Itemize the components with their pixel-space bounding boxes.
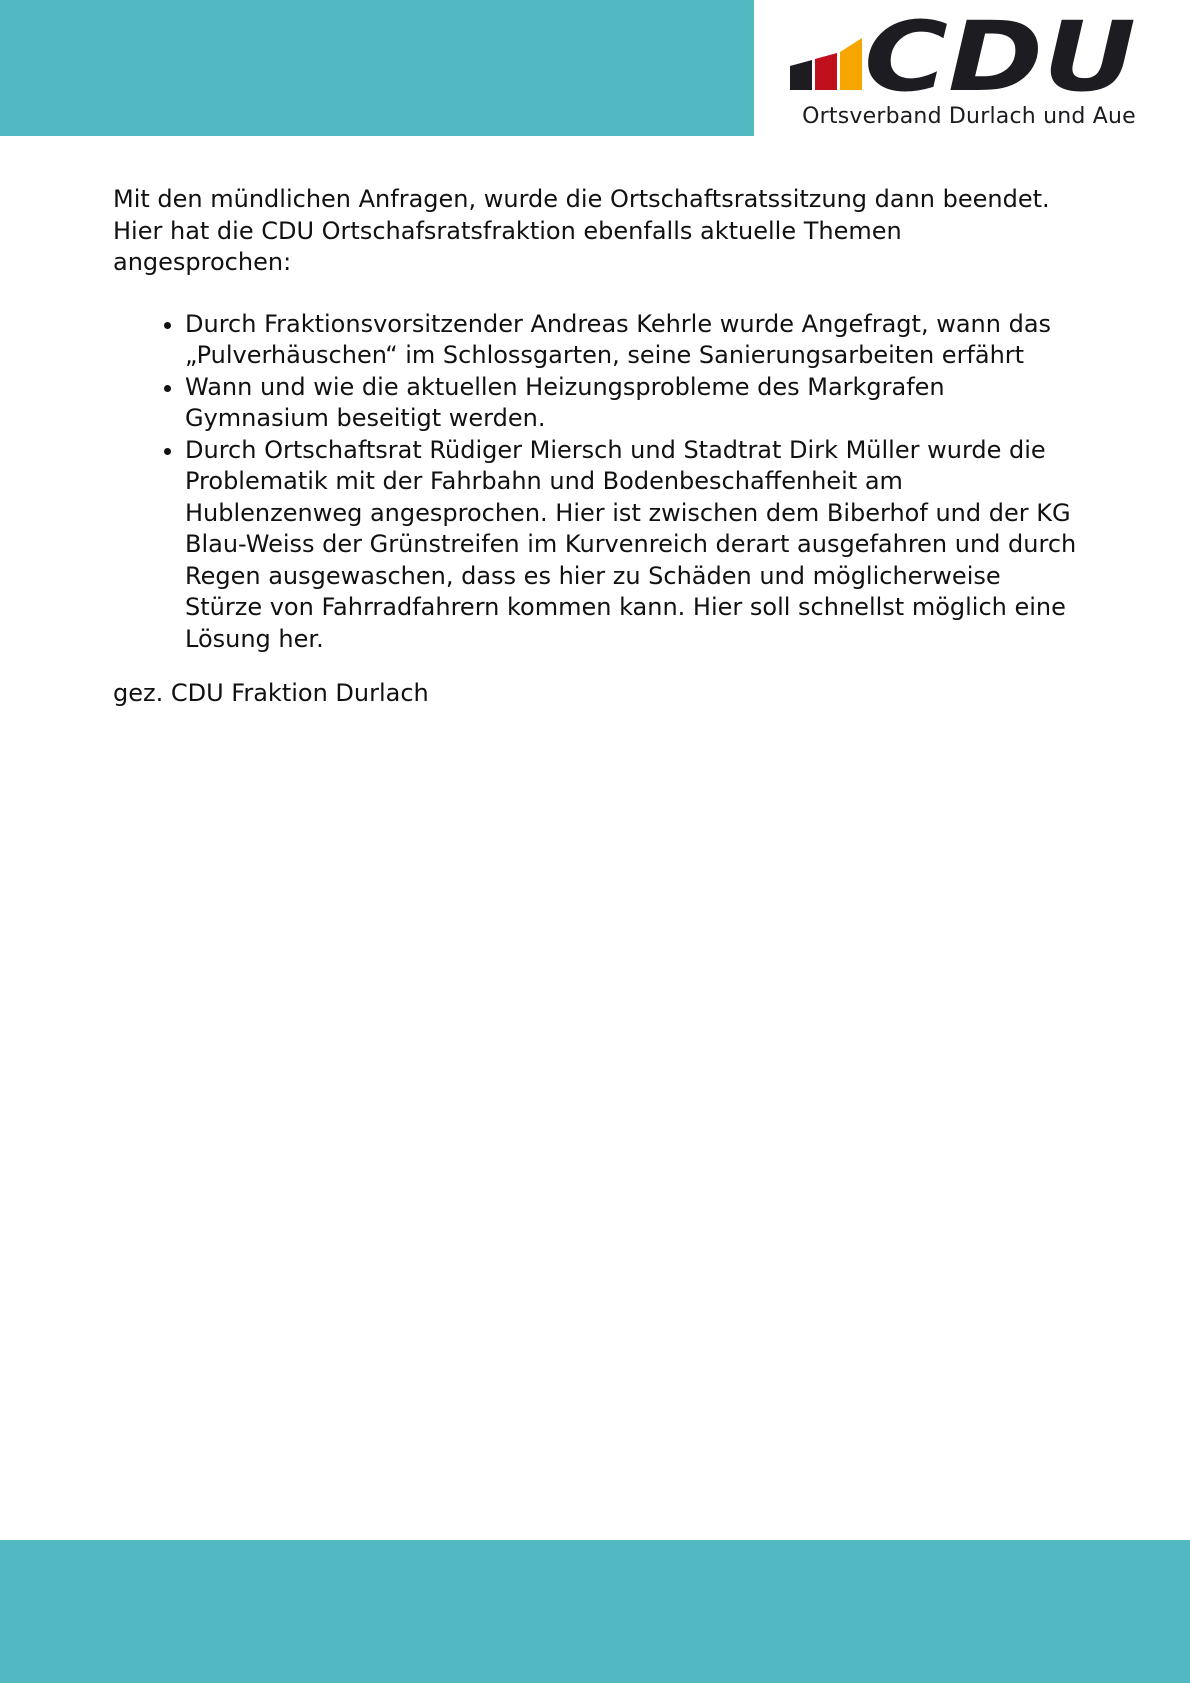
intro-paragraph: Mit den mündlichen Anfragen, wurde die Ortschaftsratssitzung dann beendet. Hier hat die CDU Ortschafsratsfraktion ebenfalls aktuelle Themen angesprochen: bbox=[113, 185, 1050, 276]
logo-bar-gold bbox=[840, 38, 862, 90]
cdu-logo bbox=[754, 0, 1190, 136]
topic-list bbox=[113, 309, 1081, 656]
logo-wordmark: CDU bbox=[864, 14, 1136, 94]
organization-subtitle: Ortsverband Durlach und Aue bbox=[802, 104, 1136, 129]
list-item: • Durch Ortschaftsrat Rüdiger Miersch und Stadtrat Dirk Müller wurde die Problematik mit der Fahrbahn und Bodenbeschaffenheit am Hublenzenweg angesprochen. Hier ist zwischen dem Biberhof und der KG Blau-Weiss der Grünstreifen im Kurvenreich derart ausgefahren und durch Regen ausgewaschen, dass es hier zu Schäden und möglicherweise Stürze von Fahrradfahrern kommen kann. Hier soll schnellst möglich eine Lösung her. bbox=[185, 435, 1081, 656]
logo-bar-red bbox=[815, 53, 837, 90]
document-body bbox=[113, 184, 1081, 710]
logo-bar-dark bbox=[790, 60, 812, 90]
cdu-logo-graphic bbox=[790, 14, 1136, 94]
header-color-band bbox=[0, 0, 754, 136]
signature: gez. CDU Fraktion Durlach bbox=[113, 679, 429, 707]
list-item: • Durch Fraktionsvorsitzender Andreas Kehrle wurde Angefragt, wann das „Pulverhäuschen“ im Schlossgarten, seine Sanierungsarbeiten erfährt bbox=[185, 309, 1081, 372]
list-item: • Wann und wie die aktuellen Heizungsprobleme des Markgrafen Gymnasium beseitigt werden. bbox=[185, 372, 1081, 435]
footer-color-band bbox=[0, 1540, 1190, 1683]
